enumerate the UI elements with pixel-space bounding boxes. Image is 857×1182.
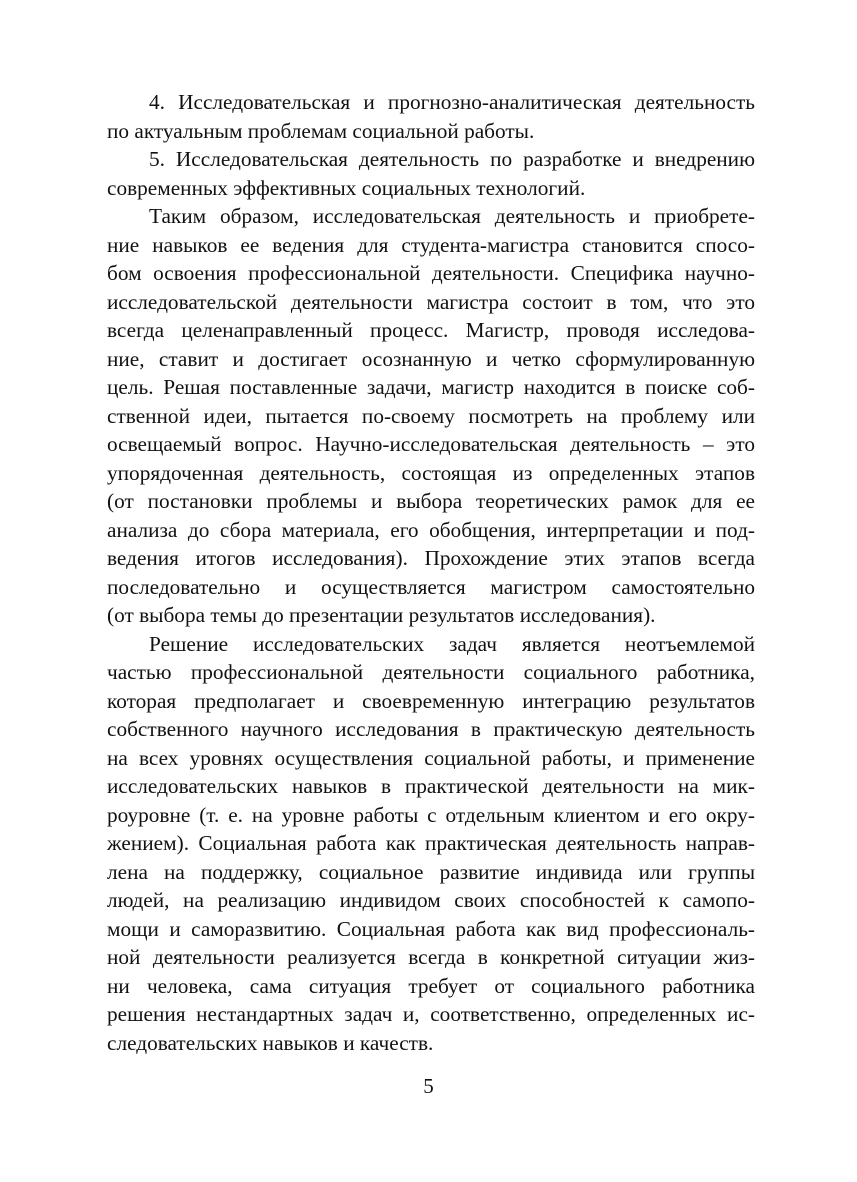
paragraph-3-line-13: ведения итогов исследования). Прохождение этих этапов всегда (107, 546, 755, 570)
paragraph-4-line-2: частью профессиональной деятельности социального работника, (107, 660, 755, 684)
paragraph-3-line-4: исследовательской деятельности магистра состоит в том, что это (107, 289, 755, 314)
paragraph-4-line-12: ной деятельности реализуется всегда в конкретной ситуации жиз- (107, 945, 755, 969)
paragraph-1-line-2: по актуальным проблемам социальной работы. (107, 118, 535, 143)
page-number: 5 (423, 1074, 434, 1098)
paragraph-3-line-8: ственной идеи, пытается по-своему посмотреть на проблему или (107, 403, 755, 428)
paragraph-4-line-3: которая предполагает и своевременную интеграцию результатов (107, 688, 755, 713)
paragraph-4-line-7: роуровне (т. е. на уровне работы с отдельным клиентом и его окру- (107, 802, 755, 827)
paragraph-4-line-6: исследовательских навыков в практической деятельности на мик- (107, 774, 755, 798)
paragraph-3-line-2: ние навыков ее ведения для студента-магистра становится спосо- (107, 232, 755, 257)
paragraph-4-line-15: следовательских навыков и качеств. (107, 1030, 434, 1055)
paragraph-4-line-5: на всех уровнях осуществления социальной работы, и применение (107, 745, 755, 770)
paragraph-3-line-12: анализа до сбора материала, его обобщения, интерпретации и под- (107, 517, 755, 542)
paragraph-4-line-9: лена на поддержку, социальное развитие индивида или группы (107, 859, 755, 884)
paragraph-3-line-5: всегда целенаправленный процесс. Магистр, проводя исследова- (107, 318, 755, 342)
paragraph-3-line-1: Таким образом, исследовательская деятельность и приобрете- (149, 204, 755, 228)
paragraph-4-line-8: жением). Социальная работа как практическая деятельность направ- (107, 831, 755, 855)
paragraph-3-line-9: освещаемый вопрос. Научно-исследовательская деятельность – это (107, 432, 755, 456)
paragraph-2-line-1: 5. Исследовательская деятельность по разработке и внедрению (149, 147, 755, 171)
paragraph-1-line-1: 4. Исследовательская и прогнозно-аналитическая деятельность (149, 90, 755, 114)
paragraph-4-line-1: Решение исследовательских задач является неотъемлемой (149, 631, 755, 656)
paragraph-3-line-6: ние, ставит и достигает осознанную и четко сформулированную (107, 346, 755, 371)
paragraph-2-line-2: современных эффективных социальных технологий. (107, 175, 586, 200)
paragraph-4-line-10: людей, на реализацию индивидом своих способностей к самопо- (107, 888, 755, 912)
paragraph-4-line-14: решения нестандартных задач и, соответственно, определенных ис- (107, 1002, 755, 1026)
paragraph-3-line-10: упорядоченная деятельность, состоящая из определенных этапов (107, 460, 755, 485)
paragraph-3-line-15: (от выбора темы до презентации результатов исследования). (107, 603, 656, 627)
paragraph-4-line-11: мощи и саморазвитию. Социальная работа как вид профессиональ- (107, 916, 755, 941)
paragraph-3-line-11: (от постановки проблемы и выбора теоретических рамок для ее (107, 489, 755, 513)
paragraph-4-line-4: собственного научного исследования в практическую деятельность (107, 717, 755, 741)
paragraph-3-line-14: последовательно и осуществляется магистром самостоятельно (107, 574, 755, 599)
paragraph-3-line-7: цель. Решая поставленные задачи, магистр находится в поиске соб- (107, 375, 755, 399)
paragraph-4-line-13: ни человека, сама ситуация требует от социального работника (107, 973, 755, 998)
body-text (107, 88, 755, 1057)
paragraph-3-line-3: бом освоения профессиональной деятельности. Специфика научно- (107, 261, 755, 285)
